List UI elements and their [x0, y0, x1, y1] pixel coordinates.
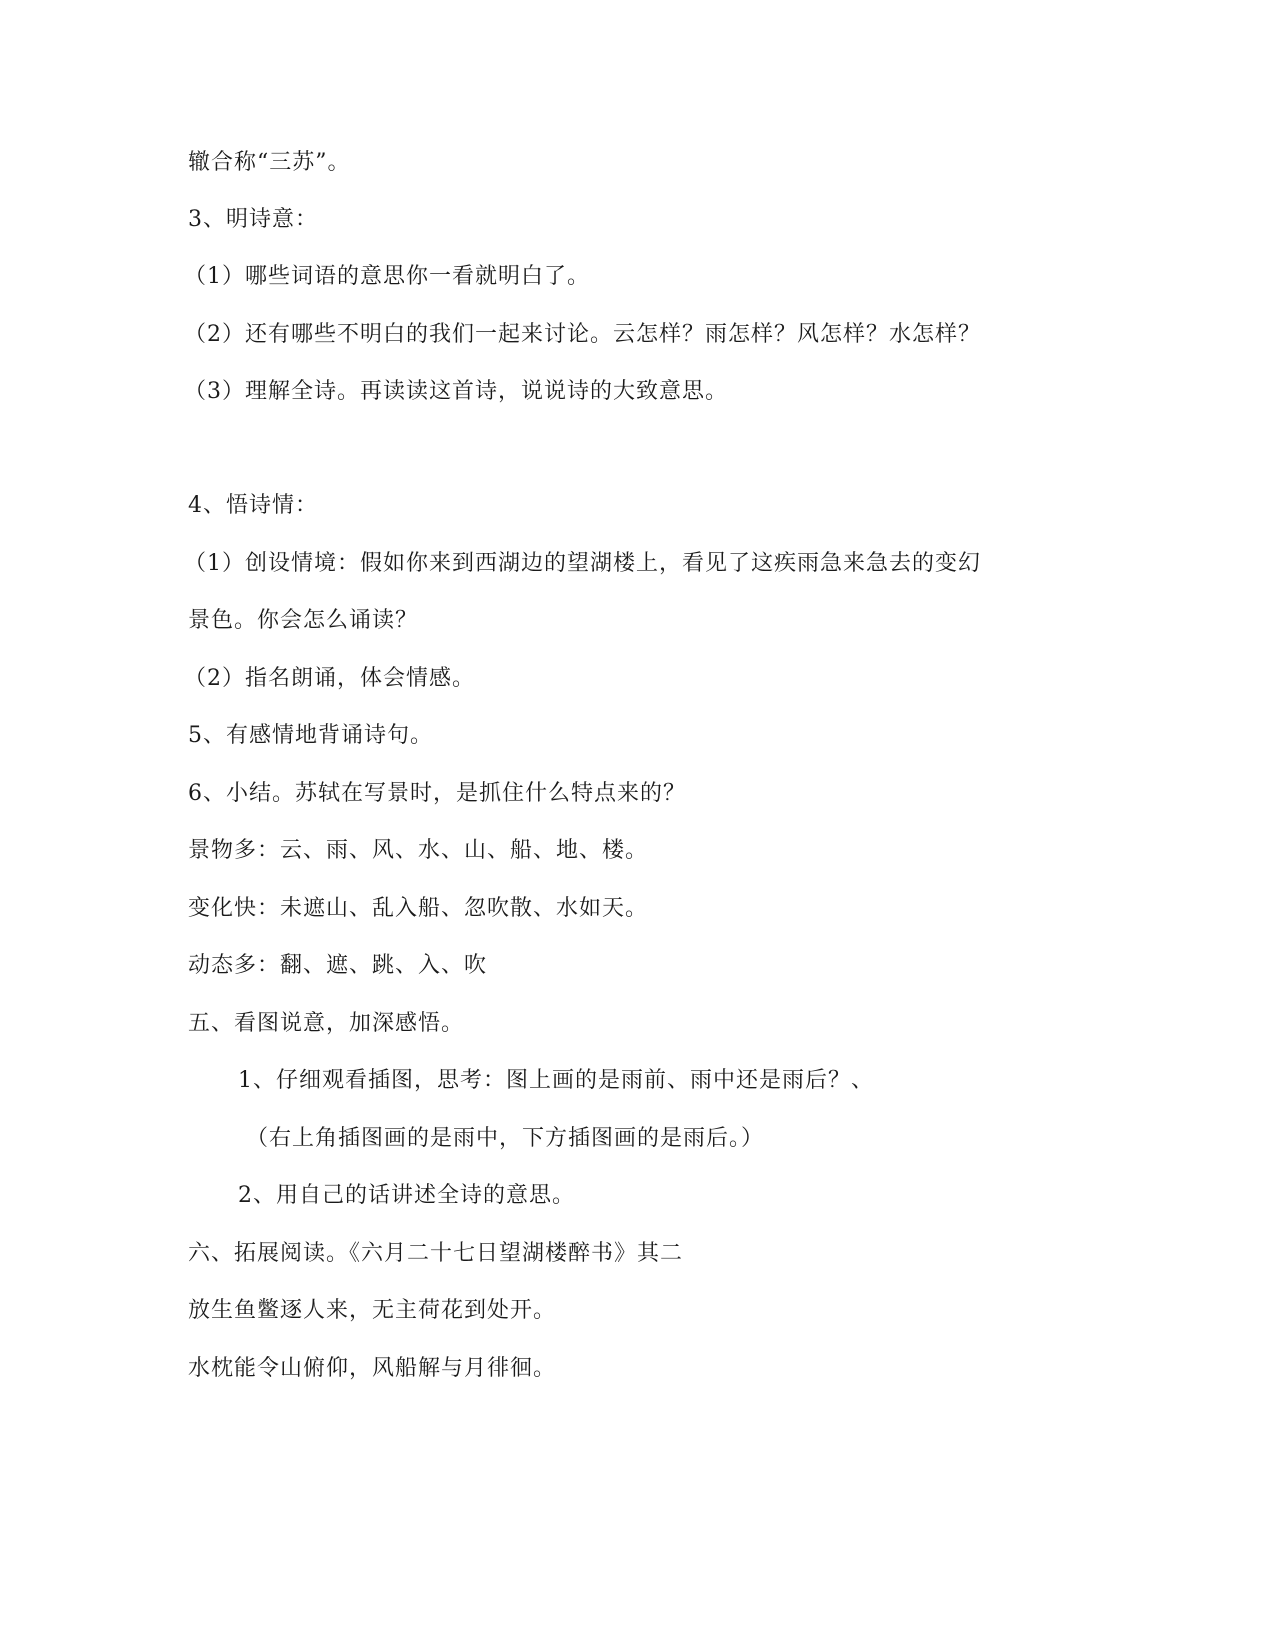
section-heading: 5、有感情地背诵诗句。: [188, 723, 433, 748]
text-line: 景色。你会怎么诵读？: [188, 608, 419, 633]
text-line: 景物多：云、雨、风、水、山、船、地、楼。: [188, 838, 649, 863]
text-line: 2、用自己的话讲述全诗的意思。: [238, 1183, 575, 1208]
section-heading: 3、明诗意：: [188, 207, 318, 232]
text-line: （1）哪些词语的意思你一看就明白了。: [184, 264, 590, 289]
text-line: 辙合称“三苏”。: [188, 150, 351, 175]
poem-line: 放生鱼鳖逐人来，无主荷花到处开。: [188, 1298, 557, 1323]
poem-line: 水枕能令山俯仰，风船解与月徘徊。: [188, 1356, 557, 1381]
text-line: 动态多：翻、遮、跳、入、吹: [188, 953, 488, 978]
text-line: （右上角插图画的是雨中，下方插图画的是雨后。）: [246, 1126, 765, 1151]
text-line: 变化快：未遮山、乱入船、忽吹散、水如天。: [188, 896, 649, 921]
text-line: （2）指名朗诵，体会情感。: [184, 666, 475, 691]
text-line: （2）还有哪些不明白的我们一起来讨论。云怎样？雨怎样？风怎样？水怎样？: [184, 322, 981, 347]
section-heading: 4、悟诗情：: [188, 493, 318, 518]
text-line: （3）理解全诗。再读读这首诗，说说诗的大致意思。: [184, 379, 728, 404]
section-heading: 六、拓展阅读。《六月二十七日望湖楼醉书》其二: [188, 1241, 684, 1266]
section-heading: 6、小结。苏轼在写景时，是抓住什么特点来的？: [188, 781, 686, 806]
text-line: 1、仔细观看插图，思考：图上画的是雨前、雨中还是雨后？、: [238, 1068, 874, 1093]
section-heading: 五、看图说意，加深感悟。: [188, 1011, 465, 1036]
text-line: （1）创设情境：假如你来到西湖边的望湖楼上，看见了这疾雨急来急去的变幻: [184, 551, 981, 576]
